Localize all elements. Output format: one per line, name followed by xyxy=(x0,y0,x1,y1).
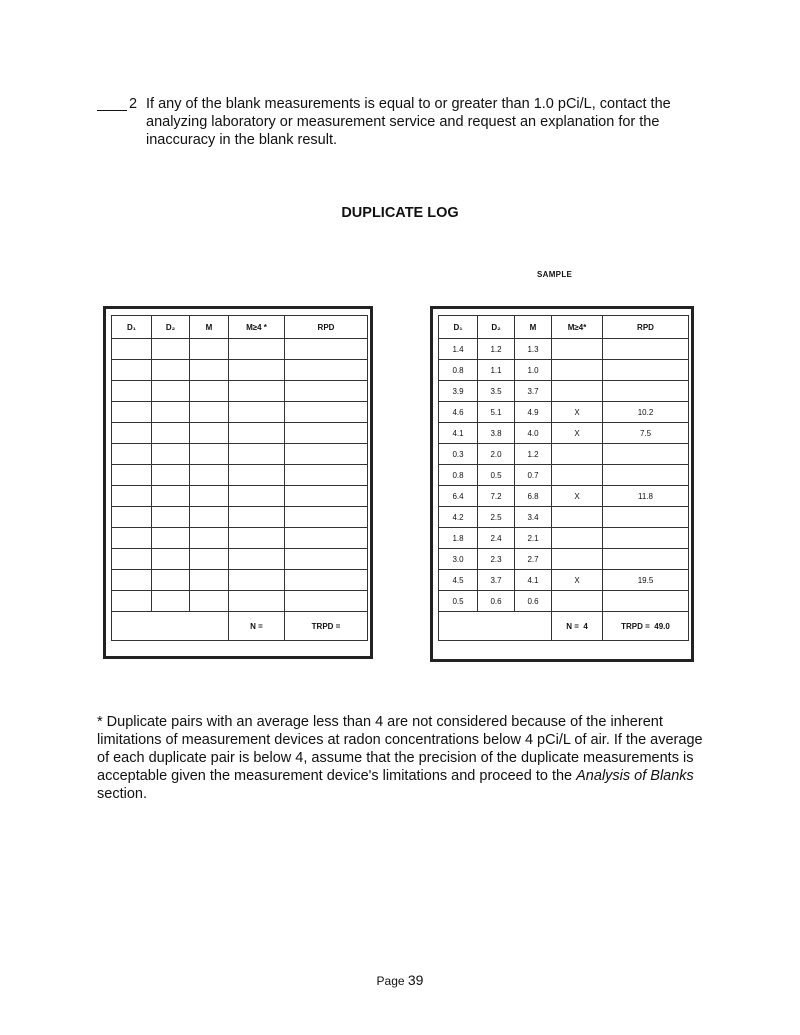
cell-m-ge-4 xyxy=(552,591,603,612)
cell-d2[interactable] xyxy=(152,360,190,381)
sample-label: SAMPLE xyxy=(537,270,573,279)
section-heading: DUPLICATE LOG xyxy=(341,205,459,221)
totals-row xyxy=(439,612,689,641)
cell-m: 6.8 xyxy=(515,486,552,507)
cell-rpd: 10.2 xyxy=(603,402,689,423)
cell-rpd[interactable] xyxy=(285,444,368,465)
cell-m-ge-4 xyxy=(552,528,603,549)
table-row xyxy=(112,570,368,591)
trpd-label: TRPD = xyxy=(621,621,650,631)
table-row xyxy=(439,465,689,486)
cell-d2: 2.0 xyxy=(478,444,515,465)
cell-m[interactable] xyxy=(190,465,229,486)
step-text: If any of the blank measurements is equal to or greater than 1.0 pCi/L, contact the analyzing laboratory or measurement service and request an explanation for the inaccuracy in the blank result. xyxy=(146,96,671,148)
cell-d1[interactable] xyxy=(112,423,152,444)
cell-m[interactable] xyxy=(190,444,229,465)
cell-d1[interactable] xyxy=(112,465,152,486)
cell-d1: 1.4 xyxy=(439,339,478,360)
cell-d2: 3.7 xyxy=(478,570,515,591)
col-header-rpd: RPD xyxy=(603,316,689,339)
cell-d1: 0.3 xyxy=(439,444,478,465)
cell-d1[interactable] xyxy=(112,381,152,402)
cell-rpd[interactable] xyxy=(285,528,368,549)
table-row xyxy=(112,360,368,381)
table-row xyxy=(112,339,368,360)
cell-d2: 3.8 xyxy=(478,423,515,444)
cell-m[interactable] xyxy=(190,591,229,612)
cell-rpd xyxy=(603,528,689,549)
cell-d1[interactable] xyxy=(112,570,152,591)
col-header-d1: D₁ xyxy=(439,316,478,339)
cell-m-ge-4: X xyxy=(552,570,603,591)
cell-m-ge-4[interactable] xyxy=(229,528,285,549)
cell-m: 3.4 xyxy=(515,507,552,528)
cell-m-ge-4[interactable] xyxy=(229,591,285,612)
cell-d2: 3.5 xyxy=(478,381,515,402)
cell-m-ge-4[interactable] xyxy=(229,570,285,591)
n-label: N = xyxy=(566,621,579,631)
col-header-d2: D₂ xyxy=(478,316,515,339)
cell-d2: 0.5 xyxy=(478,465,515,486)
cell-m: 1.2 xyxy=(515,444,552,465)
cell-rpd[interactable] xyxy=(285,381,368,402)
footnote-text-end: section. xyxy=(97,786,147,802)
col-header-m-ge-4: M≥4 * xyxy=(229,316,285,339)
trpd-value: 49.0 xyxy=(654,621,670,631)
table-row xyxy=(439,570,689,591)
cell-d2: 0.6 xyxy=(478,591,515,612)
cell-d2: 1.2 xyxy=(478,339,515,360)
cell-m-ge-4[interactable] xyxy=(229,381,285,402)
cell-m[interactable] xyxy=(190,570,229,591)
cell-m-ge-4: X xyxy=(552,402,603,423)
sample-duplicate-log xyxy=(430,306,694,662)
cell-d2[interactable] xyxy=(152,339,190,360)
col-header-rpd: RPD xyxy=(285,316,368,339)
cell-d1: 0.8 xyxy=(439,465,478,486)
cell-d1: 4.5 xyxy=(439,570,478,591)
n-value: 4 xyxy=(583,621,588,631)
sample-log-table xyxy=(438,315,689,641)
cell-d1: 6.4 xyxy=(439,486,478,507)
step-number: 2 xyxy=(129,96,138,112)
page-number: 39 xyxy=(407,972,424,988)
cell-d1: 0.8 xyxy=(439,360,478,381)
table-row xyxy=(112,465,368,486)
cell-d2[interactable] xyxy=(152,507,190,528)
table-row xyxy=(112,528,368,549)
table-row xyxy=(439,591,689,612)
cell-d2[interactable] xyxy=(152,444,190,465)
cell-m[interactable] xyxy=(190,339,229,360)
table-row xyxy=(439,339,689,360)
cell-m-ge-4 xyxy=(552,360,603,381)
table-row xyxy=(112,402,368,423)
cell-d1[interactable] xyxy=(112,339,152,360)
cell-m: 2.7 xyxy=(515,549,552,570)
cell-m: 1.0 xyxy=(515,360,552,381)
sample-log-header-row xyxy=(439,316,689,339)
trpd-total xyxy=(603,612,689,641)
cell-m-ge-4[interactable] xyxy=(229,423,285,444)
cell-d1[interactable] xyxy=(112,360,152,381)
n-label: N = xyxy=(229,612,285,641)
cell-d2: 7.2 xyxy=(478,486,515,507)
cell-rpd: 19.5 xyxy=(603,570,689,591)
cell-d1: 3.0 xyxy=(439,549,478,570)
cell-d1[interactable] xyxy=(112,528,152,549)
cell-m-ge-4: X xyxy=(552,423,603,444)
cell-m-ge-4: X xyxy=(552,486,603,507)
cell-m-ge-4[interactable] xyxy=(229,402,285,423)
col-header-d1: D₁ xyxy=(112,316,152,339)
cell-rpd[interactable] xyxy=(285,570,368,591)
footnote-section-link: Analysis of Blanks xyxy=(576,768,694,784)
table-row xyxy=(439,486,689,507)
cell-d2: 2.4 xyxy=(478,528,515,549)
cell-d2: 5.1 xyxy=(478,402,515,423)
cell-rpd xyxy=(603,339,689,360)
cell-rpd[interactable] xyxy=(285,549,368,570)
cell-m-ge-4[interactable] xyxy=(229,549,285,570)
trpd-label: TRPD = xyxy=(285,612,368,641)
cell-m[interactable] xyxy=(190,486,229,507)
cell-d1: 4.1 xyxy=(439,423,478,444)
cell-m-ge-4 xyxy=(552,465,603,486)
cell-m: 3.7 xyxy=(515,381,552,402)
cell-rpd[interactable] xyxy=(285,486,368,507)
cell-d2: 2.3 xyxy=(478,549,515,570)
table-row xyxy=(112,549,368,570)
cell-m-ge-4 xyxy=(552,339,603,360)
cell-d1: 4.6 xyxy=(439,402,478,423)
table-row xyxy=(439,444,689,465)
cell-m[interactable] xyxy=(190,402,229,423)
cell-d2[interactable] xyxy=(152,549,190,570)
cell-d1[interactable] xyxy=(112,486,152,507)
cell-d2: 1.1 xyxy=(478,360,515,381)
cell-rpd xyxy=(603,360,689,381)
table-row xyxy=(439,360,689,381)
checklist-step xyxy=(97,95,717,149)
table-row xyxy=(439,507,689,528)
cell-d2[interactable] xyxy=(152,381,190,402)
cell-m: 1.3 xyxy=(515,339,552,360)
col-header-m-ge-4: M≥4* xyxy=(552,316,603,339)
table-row xyxy=(112,486,368,507)
cell-rpd[interactable] xyxy=(285,423,368,444)
cell-rpd: 7.5 xyxy=(603,423,689,444)
cell-m-ge-4[interactable] xyxy=(229,465,285,486)
cell-m[interactable] xyxy=(190,381,229,402)
col-header-d2: D₂ xyxy=(152,316,190,339)
table-row xyxy=(112,444,368,465)
totals-row xyxy=(112,612,368,641)
footnote xyxy=(97,713,707,803)
cell-d2[interactable] xyxy=(152,528,190,549)
cell-d1[interactable] xyxy=(112,591,152,612)
checkbox-line[interactable] xyxy=(97,95,127,111)
cell-rpd[interactable] xyxy=(285,339,368,360)
cell-rpd[interactable] xyxy=(285,402,368,423)
cell-rpd xyxy=(603,465,689,486)
table-row xyxy=(112,381,368,402)
cell-rpd xyxy=(603,444,689,465)
cell-d1: 3.9 xyxy=(439,381,478,402)
cell-m: 0.6 xyxy=(515,591,552,612)
blank-log-header-row xyxy=(112,316,368,339)
cell-m[interactable] xyxy=(190,423,229,444)
blank-log-table xyxy=(111,315,368,641)
cell-d2[interactable] xyxy=(152,465,190,486)
cell-rpd[interactable] xyxy=(285,591,368,612)
cell-d2[interactable] xyxy=(152,402,190,423)
cell-d1[interactable] xyxy=(112,549,152,570)
cell-m-ge-4 xyxy=(552,381,603,402)
cell-rpd xyxy=(603,549,689,570)
cell-rpd: 11.8 xyxy=(603,486,689,507)
footnote-text: * Duplicate pairs with an average less than 4 are not considered because of the inherent limitations of measurement devices at radon concentrations below 4 pCi/L of air. If the average of each duplicate pair is below 4, assume that the precision of the duplicate measurements is acceptable given the measurement device's limitations and proceed to the xyxy=(97,714,703,784)
cell-m: 4.1 xyxy=(515,570,552,591)
cell-d1[interactable] xyxy=(112,402,152,423)
table-row xyxy=(439,402,689,423)
cell-m: 0.7 xyxy=(515,465,552,486)
cell-m: 2.1 xyxy=(515,528,552,549)
table-row xyxy=(439,381,689,402)
cell-d1: 1.8 xyxy=(439,528,478,549)
cell-d2[interactable] xyxy=(152,570,190,591)
cell-m-ge-4 xyxy=(552,549,603,570)
page-footer xyxy=(0,972,800,988)
cell-m-ge-4[interactable] xyxy=(229,444,285,465)
cell-d2: 2.5 xyxy=(478,507,515,528)
totals-spacer xyxy=(439,612,552,641)
table-row xyxy=(439,423,689,444)
table-row xyxy=(112,591,368,612)
table-row xyxy=(439,528,689,549)
col-header-m: M xyxy=(190,316,229,339)
cell-m-ge-4 xyxy=(552,507,603,528)
cell-m-ge-4[interactable] xyxy=(229,360,285,381)
cell-m: 4.9 xyxy=(515,402,552,423)
cell-d1[interactable] xyxy=(112,444,152,465)
blank-duplicate-log xyxy=(103,306,373,659)
table-row xyxy=(112,507,368,528)
totals-spacer xyxy=(112,612,229,641)
cell-rpd[interactable] xyxy=(285,507,368,528)
cell-rpd[interactable] xyxy=(285,465,368,486)
cell-m-ge-4[interactable] xyxy=(229,507,285,528)
cell-rpd xyxy=(603,591,689,612)
cell-rpd xyxy=(603,381,689,402)
table-row xyxy=(439,549,689,570)
cell-m-ge-4 xyxy=(552,444,603,465)
cell-d2[interactable] xyxy=(152,591,190,612)
cell-d1: 0.5 xyxy=(439,591,478,612)
cell-d1[interactable] xyxy=(112,507,152,528)
cell-d2[interactable] xyxy=(152,423,190,444)
cell-d2[interactable] xyxy=(152,486,190,507)
cell-m: 4.0 xyxy=(515,423,552,444)
table-row xyxy=(112,423,368,444)
cell-m[interactable] xyxy=(190,507,229,528)
cell-m[interactable] xyxy=(190,549,229,570)
cell-d1: 4.2 xyxy=(439,507,478,528)
cell-m[interactable] xyxy=(190,360,229,381)
col-header-m: M xyxy=(515,316,552,339)
cell-rpd[interactable] xyxy=(285,360,368,381)
cell-rpd xyxy=(603,507,689,528)
cell-m-ge-4[interactable] xyxy=(229,486,285,507)
n-total xyxy=(552,612,603,641)
cell-m[interactable] xyxy=(190,528,229,549)
page-label: Page xyxy=(376,974,405,988)
cell-m-ge-4[interactable] xyxy=(229,339,285,360)
